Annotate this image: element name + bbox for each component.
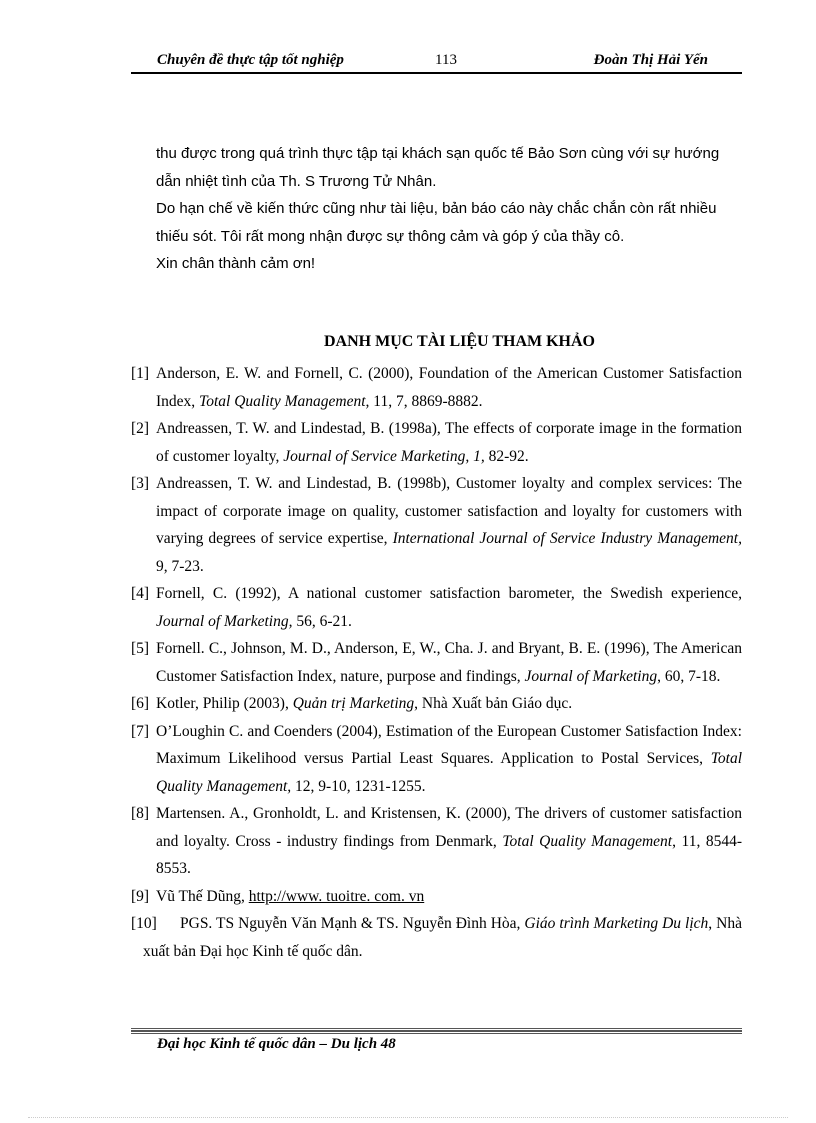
reference-item: [6] Kotler, Philip (2003), Quản trị Marketing, Nhà Xuất bản Giáo dục. bbox=[131, 690, 742, 718]
references-title: DANH MỤC TÀI LIỆU THAM KHẢO bbox=[324, 333, 595, 350]
reference-item: [2] Andreassen, T. W. and Lindestad, B. (1998a), The effects of corporate image in the formation of customer loyalty, Journal of Service Marketing, 1, 82-92. bbox=[131, 415, 742, 470]
header-thesis-title: Chuyên đề thực tập tốt nghiệp bbox=[157, 52, 344, 68]
page-edge bbox=[28, 1117, 788, 1118]
intro-line: thu được trong quá trình thực tập tại khách sạn quốc tế Bảo Sơn cùng với sự hướng bbox=[156, 145, 720, 162]
header-rule bbox=[131, 72, 742, 74]
reference-number: [1] bbox=[131, 365, 150, 382]
reference-item: [1] Anderson, E. W. and Fornell, C. (2000), Foundation of the American Customer Satisfaction Index, Total Quality Management, 11, 7, 8869-8882. bbox=[131, 360, 742, 415]
reference-item: [8] Martensen. A., Gronholdt, L. and Kristensen, K. (2000), The drivers of customer satisfaction and loyalty. Cross - industry findings from Denmark, Total Quality Management, 11, 8544-8553. bbox=[131, 800, 742, 883]
intro-line: dẫn nhiệt tình của Th. S Trương Tử Nhân. bbox=[156, 172, 437, 190]
reference-number: [2] bbox=[131, 420, 150, 437]
reference-number: [4] bbox=[131, 585, 150, 602]
intro-paragraphs bbox=[156, 140, 742, 278]
reference-link[interactable]: http://www. tuoitre. com. vn bbox=[248, 887, 425, 905]
reference-number: [5] bbox=[131, 640, 150, 657]
reference-item: [10] PGS. TS Nguyễn Văn Mạnh & TS. Nguyễn Đình Hòa, Giáo trình Marketing Du lịch, Nhà xuất bản Đại học Kinh tế quốc dân. bbox=[131, 910, 742, 965]
reference-number: [6] bbox=[131, 695, 150, 712]
reference-item: [5] Fornell. C., Johnson, M. D., Anderson, E, W., Cha. J. and Bryant, B. E. (1996), The American Customer Satisfaction Index, nature, purpose and findings, Journal of Marketing, 60, 7-18. bbox=[131, 635, 742, 690]
reference-item: [7] O’Loughin C. and Coenders (2004), Estimation of the European Customer Satisfaction Index: Maximum Likelihood versus Partial Least Squares. Application to Postal Services, Total Quality Management, 12, 9-10, 1231-1255. bbox=[131, 718, 742, 801]
intro-line: thiếu sót. Tôi rất mong nhận được sự thông cảm và góp ý của thầy cô. bbox=[156, 227, 625, 245]
footer-rule bbox=[131, 1030, 742, 1032]
reference-list bbox=[131, 360, 742, 965]
page-number: 113 bbox=[435, 52, 457, 68]
reference-number: [10] bbox=[131, 915, 157, 932]
header-author: Đoàn Thị Hải Yến bbox=[593, 52, 708, 68]
reference-number: [9] bbox=[131, 887, 150, 905]
reference-number: [3] bbox=[131, 475, 150, 492]
intro-line: Do hạn chế về kiến thức cũng như tài liệu, bản báo cáo này chắc chắn còn rất nhiều bbox=[156, 200, 717, 217]
reference-number: [7] bbox=[131, 722, 150, 740]
reference-number: [8] bbox=[131, 805, 150, 822]
reference-item: [3] Andreassen, T. W. and Lindestad, B. (1998b), Customer loyalty and complex services: The impact of corporate image on quality, customer satisfaction and loyalty for customers with varying degrees of service expertise, International Journal of Service Industry Management, 9, 7-23. bbox=[131, 470, 742, 580]
reference-item: [9] Vũ Thế Dũng, http://www. tuoitre. com. vn bbox=[131, 883, 742, 911]
footer-rule bbox=[131, 1033, 742, 1034]
page-header bbox=[131, 52, 742, 74]
footer-rule bbox=[131, 1028, 742, 1029]
reference-item: [4] Fornell, C. (1992), A national customer satisfaction barometer, the Swedish experience, Journal of Marketing, 56, 6-21. bbox=[131, 580, 742, 635]
page-footer: Đại học Kinh tế quốc dân – Du lịch 48 bbox=[157, 1036, 396, 1052]
intro-line: Xin chân thành cảm ơn! bbox=[156, 255, 316, 272]
